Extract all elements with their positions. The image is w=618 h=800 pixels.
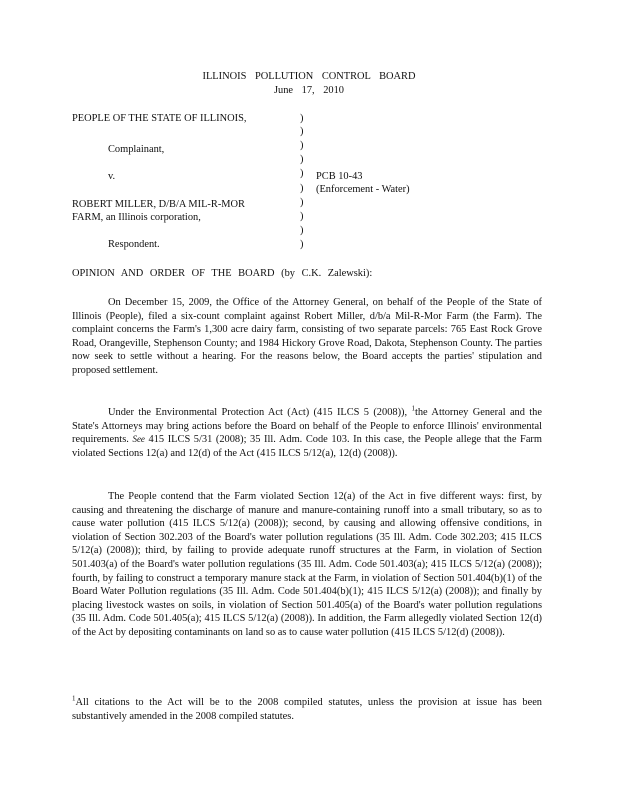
caption-paren: ) [300,183,304,194]
footnote-marker: 1 [72,694,76,703]
paragraph-text: 415 ILCS 5/31 (2008); 35 Ill. Adm. Code 103. In this case, the People allege that the Farm violated Sections 12(a) and 12(d) of the Act (415 ILCS 5/12(a), 12(d) (2008)). [72,434,542,459]
plaintiff-name: PEOPLE OF THE STATE OF ILLINOIS, [72,113,247,124]
paragraph-statutory-framework [72,406,542,460]
opinion-title: OPINION AND ORDER OF THE BOARD (by C.K. Zalewski): [72,268,373,279]
defendant-name-line2: FARM, an Illinois corporation, [72,212,201,223]
document-header [0,70,618,98]
paragraph-text: the Attorney General and the State's Attorneys may bring actions before the Board on behalf of the People to enforce Illinois' environmental requirements. [72,407,542,446]
see-signal: See [132,434,145,445]
caption-paren: ) [300,140,304,151]
caption-paren: ) [300,225,304,236]
order-date: June 17, 2010 [273,85,344,96]
paragraph-text: Under the Environmental Protection Act (Act) (415 ILCS 5 (2008)), [108,407,408,418]
caption-paren: ) [300,168,304,179]
paragraph-alleged-violations: The People contend that the Farm violated Section 12(a) of the Act in five different ways: first, by causing and threatening the discharge of manure and manure-containing runoff into a small tributary, so as to cause water pollution (415 ILCS 5/12(a) (2008)); second, by causing and allowing offensive conditions, in violation of Section 302.203 of the Board's water pollution regulations (35 Ill. Adm. Code 302.203; 415 ILCS 5/12(a) (2008)); third, by failing to provide adequate runoff structures at the Farm, in violation of Section 501.403(a) of the Board's water pollution regulations (35 Ill. Adm. Code 501.403(a); 415 ILCS 5/12(a) (2008)); fourth, by failing to construct a temporary manure stack at the Farm, in violation of Section 501.404(b)(1) of the Board Water Pollution regulations (35 Ill. Adm. Code 501.404(b)(1); 415 ILCS 5/12(a) (2008)); and finally by placing livestock wastes on soils, in violation of Section 501.405(a) of the Board's water pollution regulations (35 Ill. Adm. Code 501.405(a); 415 ILCS 5/12(a) (2008)). In addition, the Farm allegedly violated Section 12(d) of the Act by depositing contaminants on land so as to cause water pollution (415 ILCS 5/12(d) (2008)). [72,491,542,638]
versus-label: v. [108,171,116,182]
footnote-divider [72,683,222,684]
complainant-label: Complainant, [108,144,165,155]
caption-paren: ) [300,126,304,137]
footnote-text: All citations to the Act will be to the 2008 compiled statutes, unless the provision at issue has been substantively amended in the 2008 compiled statutes. [72,697,542,722]
caption-paren: ) [300,113,304,124]
caption-paren: ) [300,239,304,250]
paragraph-introduction: On December 15, 2009, the Office of the Attorney General, on behalf of the People of the State of Illinois (People), filed a six-count complaint against Robert Miller, d/b/a Mil-R-Mor Farm (the Farm). The complaint concerns the Farm's 1,300 acre dairy farm, consisting of two separate parcels: 765 East Rock Grove Road, Orangeville, Stephenson County; and 1984 Hickory Grove Road, Dakota, Stephenson County. The parties now seek to settle without a hearing. For the reasons below, the Board accepts the parties' stipulation and proposed settlement. [72,297,542,376]
respondent-label: Respondent. [108,239,160,250]
footnote-reference: 1 [411,404,415,413]
case-number: PCB 10-43 [316,171,363,182]
caption-paren: ) [300,211,304,222]
caption-paren: ) [300,197,304,208]
caption-paren: ) [300,154,304,165]
board-name: ILLINOIS POLLUTION CONTROL BOARD [202,71,416,82]
defendant-name-line1: ROBERT MILLER, D/B/A MIL-R-MOR [72,199,245,210]
footnote [72,696,542,723]
case-type: (Enforcement - Water) [316,184,410,195]
